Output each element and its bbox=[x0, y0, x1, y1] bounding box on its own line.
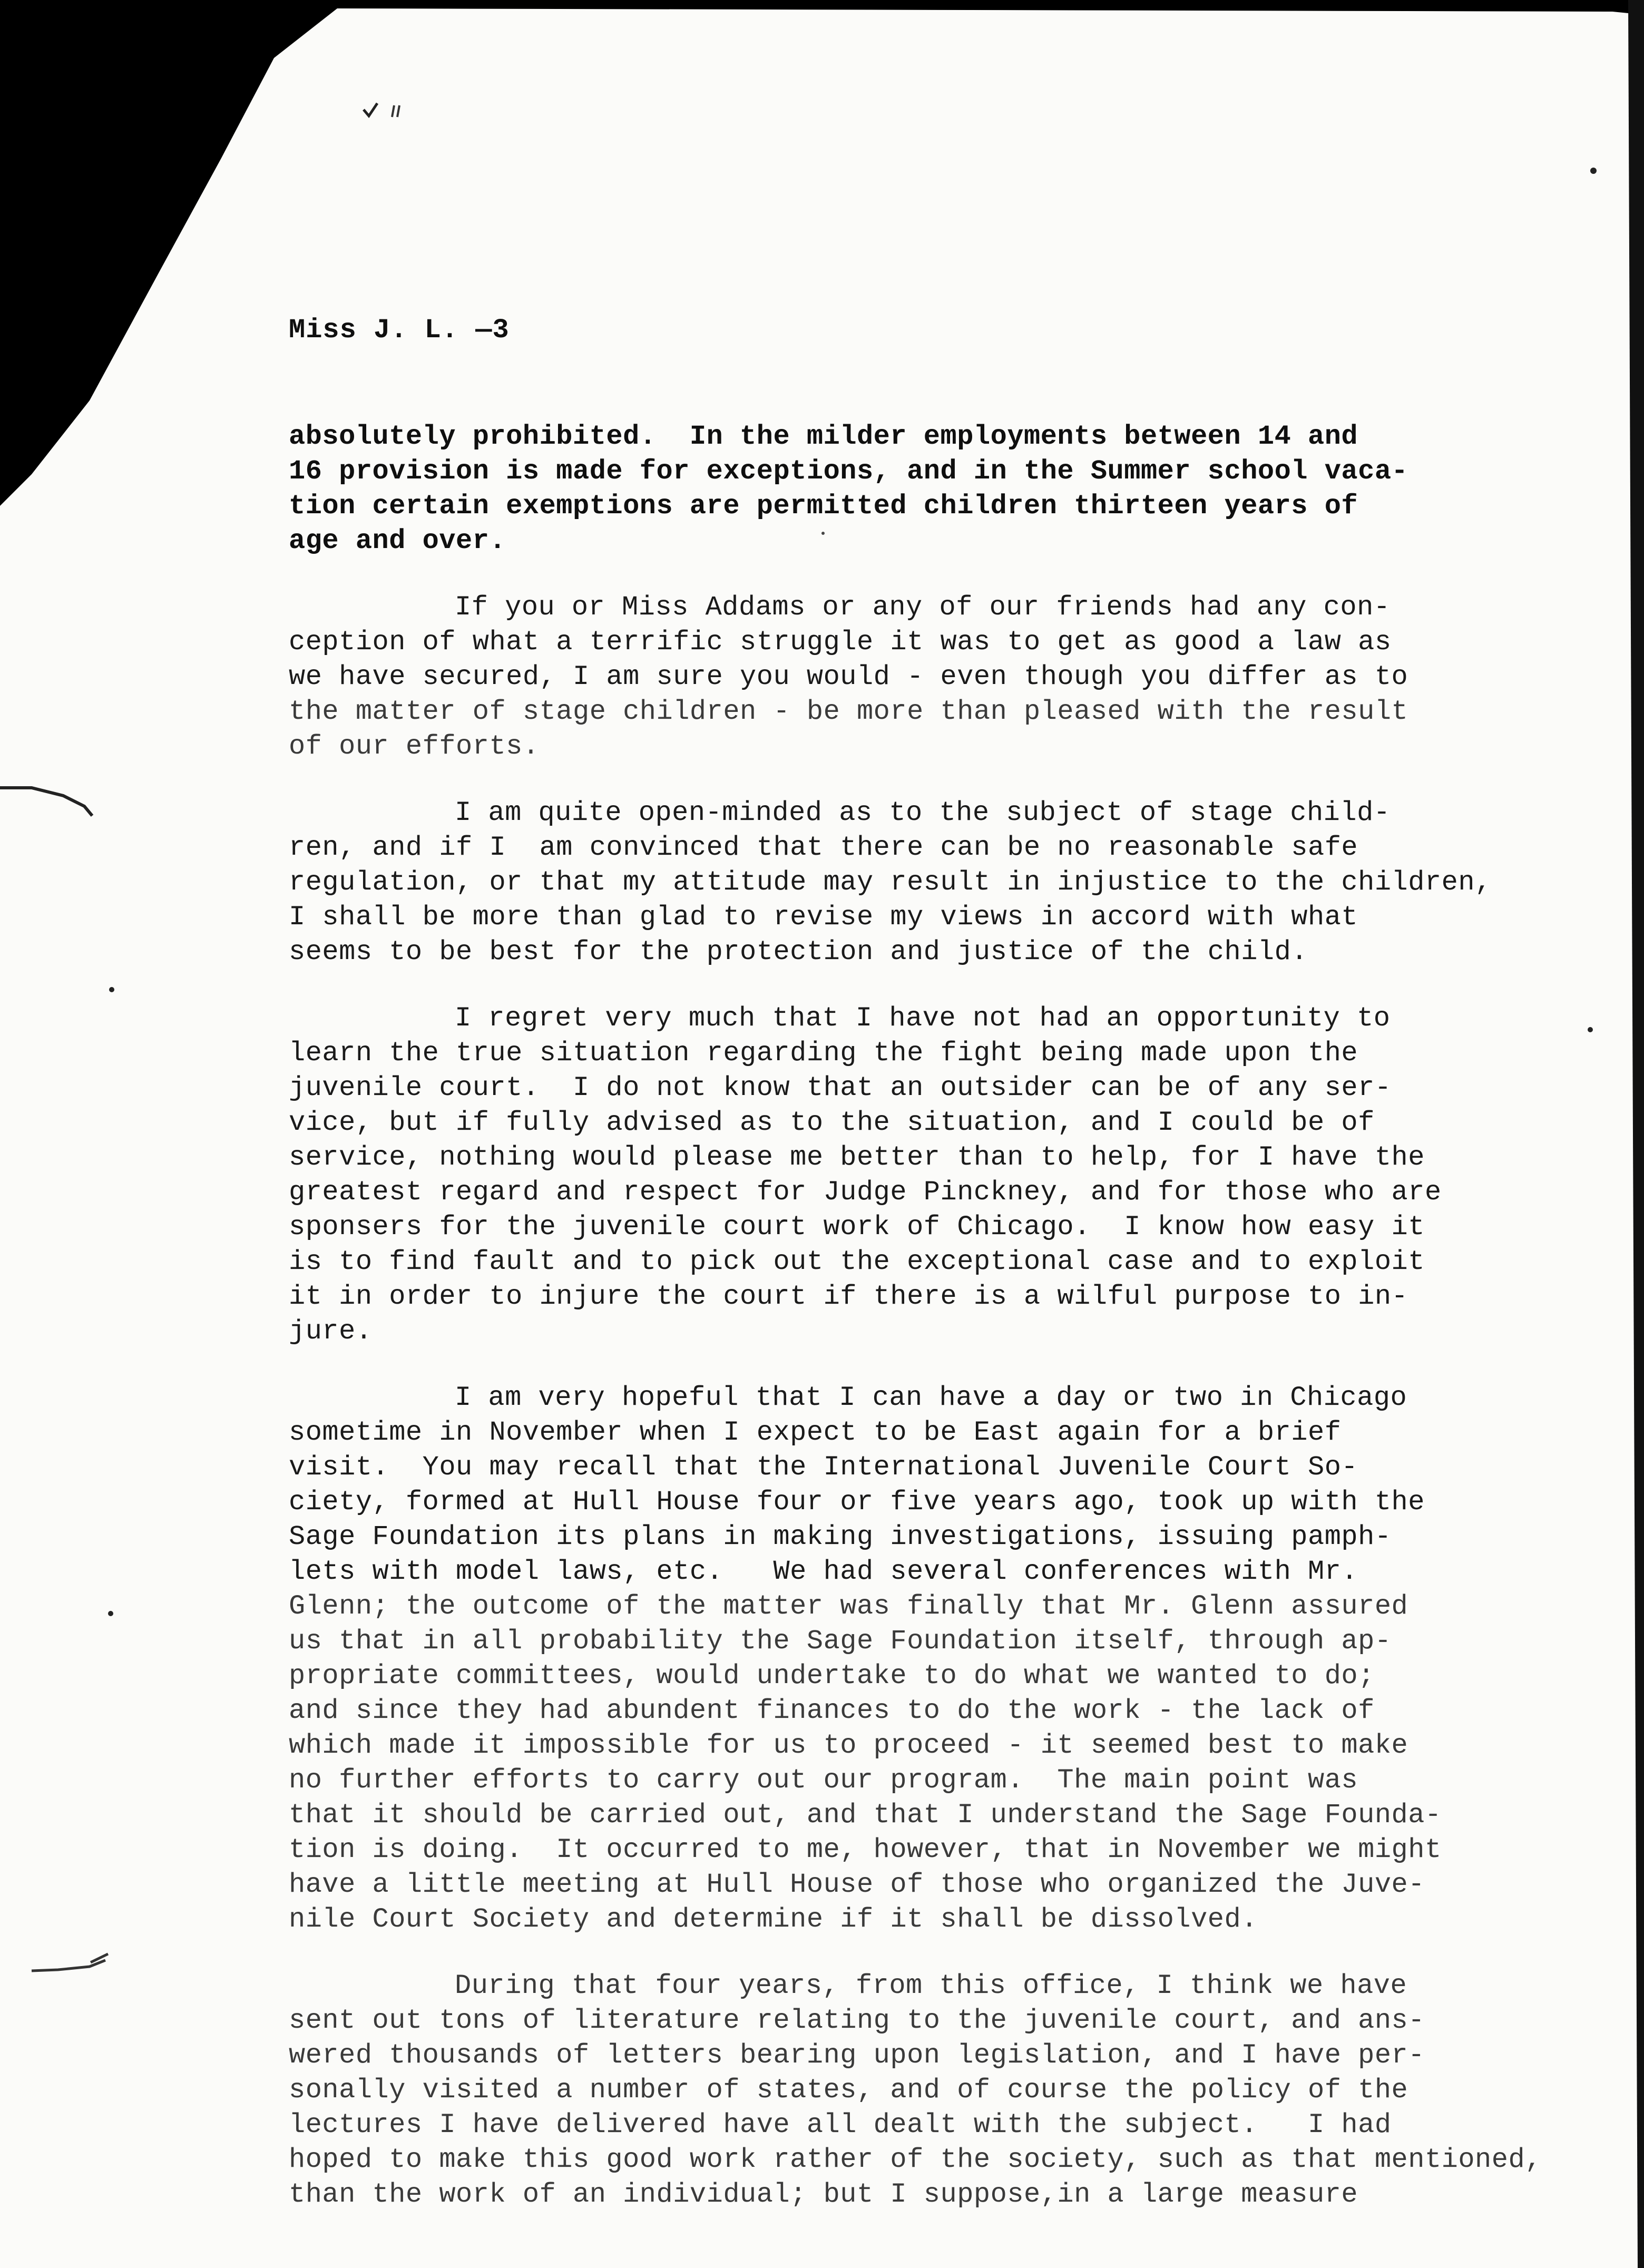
paragraph-4 bbox=[289, 1001, 1511, 1349]
speck-1 bbox=[109, 987, 114, 992]
text-line: no further efforts to carry out our program. The main point was bbox=[289, 1765, 1358, 1796]
paragraph-5 bbox=[289, 1381, 1511, 1937]
text-line: of our efforts. bbox=[289, 731, 540, 762]
text-line: sonally visited a number of states, and of course the policy of the bbox=[289, 2075, 1408, 2106]
text-line: I shall be more than glad to revise my views in accord with what bbox=[289, 902, 1358, 933]
text-line: visit. You may recall that the International Juvenile Court So- bbox=[289, 1452, 1358, 1483]
text-line: propriate committees, would undertake to do what we wanted to do; bbox=[289, 1660, 1375, 1692]
text-line: seems to be best for the protection and justice of the child. bbox=[289, 936, 1308, 967]
text-line: nile Court Society and determine if it shall be dissolved. bbox=[289, 1904, 1258, 1935]
text-line: Sage Foundation its plans in making investigations, issuing pamph- bbox=[289, 1521, 1392, 1552]
right-edge-shadow bbox=[1628, 0, 1644, 2268]
text-line: I am quite open-minded as to the subject of stage child- bbox=[455, 797, 1391, 828]
page-header: Miss J. L. —3 bbox=[289, 315, 510, 346]
left-margin-mark-1 bbox=[0, 788, 92, 816]
text-line: sent out tons of literature relating to the juvenile court, and ans- bbox=[289, 2005, 1425, 2036]
text-line: wered thousands of letters bearing upon legislation, and I have per- bbox=[289, 2040, 1425, 2071]
text-line: which made it impossible for us to proceed - it seemed best to make bbox=[289, 1730, 1408, 1761]
pencil-tick bbox=[392, 105, 399, 117]
text-line: have a little meeting at Hull House of those who organized the Juve- bbox=[289, 1869, 1425, 1900]
text-line: that it should be carried out, and that I understand the Sage Founda- bbox=[289, 1800, 1442, 1831]
text-line: During that four years, from this office, I think we have bbox=[455, 1970, 1407, 2001]
text-line: lectures I have delivered have all dealt with the subject. I had bbox=[289, 2109, 1392, 2140]
text-line: than the work of an individual; but I suppose,in a large measure bbox=[289, 2179, 1358, 2210]
text-line: ren, and if I am convinced that there can be no reasonable safe bbox=[289, 832, 1358, 863]
text-line: age and over. bbox=[289, 525, 506, 556]
left-margin-mark-2 bbox=[32, 1954, 108, 1971]
text-line: greatest regard and respect for Judge Pinckney, and for those who are bbox=[289, 1177, 1442, 1208]
speck-4 bbox=[108, 1611, 113, 1616]
text-line: it in order to injure the court if there is a wilful purpose to in- bbox=[289, 1281, 1408, 1312]
text-line: vice, but if fully advised as to the situation, and I could be of bbox=[289, 1107, 1375, 1138]
text-line: learn the true situation regarding the fight being made upon the bbox=[289, 1038, 1358, 1069]
paragraph-1 bbox=[289, 419, 1511, 559]
text-line: tion is doing. It occurred to me, however, that in November we might bbox=[289, 1834, 1442, 1865]
text-line: regulation, or that my attitude may result in injustice to the children, bbox=[289, 867, 1492, 898]
paragraph-2 bbox=[289, 590, 1511, 764]
text-line: tion certain exemptions are permitted children thirteen years of bbox=[289, 491, 1358, 522]
text-line: service, nothing would please me better than to help, for I have the bbox=[289, 1142, 1425, 1173]
text-line: absolutely prohibited. In the milder employments between 14 and bbox=[289, 421, 1358, 452]
text-line: sometime in November when I expect to be East again for a brief bbox=[289, 1417, 1342, 1448]
text-line: If you or Miss Addams or any of our friends had any con- bbox=[455, 592, 1391, 623]
letter-body bbox=[289, 419, 1542, 2244]
text-line: lets with model laws, etc. We had several conferences with Mr. bbox=[289, 1556, 1358, 1587]
text-line: juvenile court. I do not know that an outsider can be of any ser- bbox=[289, 1072, 1392, 1103]
text-line: the matter of stage children - be more than pleased with the result bbox=[289, 696, 1408, 727]
text-line: jure. bbox=[289, 1316, 373, 1347]
text-line: us that in all probability the Sage Foundation itself, through ap- bbox=[289, 1626, 1392, 1657]
text-line: is to find fault and to pick out the exceptional case and to exploit bbox=[289, 1246, 1425, 1277]
text-line: Glenn; the outcome of the matter was finally that Mr. Glenn assured bbox=[289, 1591, 1408, 1622]
text-line: I regret very much that I have not had an opportunity to bbox=[455, 1003, 1391, 1034]
speck-2 bbox=[1590, 168, 1597, 174]
paragraph-6 bbox=[289, 1969, 1542, 2212]
text-line: I am very hopeful that I can have a day or two in Chicago bbox=[455, 1382, 1407, 1413]
text-line: hoped to make this good work rather of the society, such as that mentioned, bbox=[289, 2144, 1542, 2175]
text-line: ciety, formed at Hull House four or five years ago, took up with the bbox=[289, 1487, 1425, 1518]
text-line: and since they had abundent finances to do the work - the lack of bbox=[289, 1695, 1375, 1726]
text-line: sponsers for the juvenile court work of Chicago. I know how easy it bbox=[289, 1211, 1425, 1243]
text-line: 16 provision is made for exceptions, and in the Summer school vaca- bbox=[289, 456, 1408, 487]
speck-3 bbox=[1588, 1027, 1593, 1032]
paragraph-3 bbox=[289, 796, 1511, 970]
check-mark bbox=[364, 103, 377, 116]
text-line: we have secured, I am sure you would - even though you differ as to bbox=[289, 661, 1408, 692]
text-line: ception of what a terrific struggle it was to get as good a law as bbox=[289, 627, 1392, 658]
